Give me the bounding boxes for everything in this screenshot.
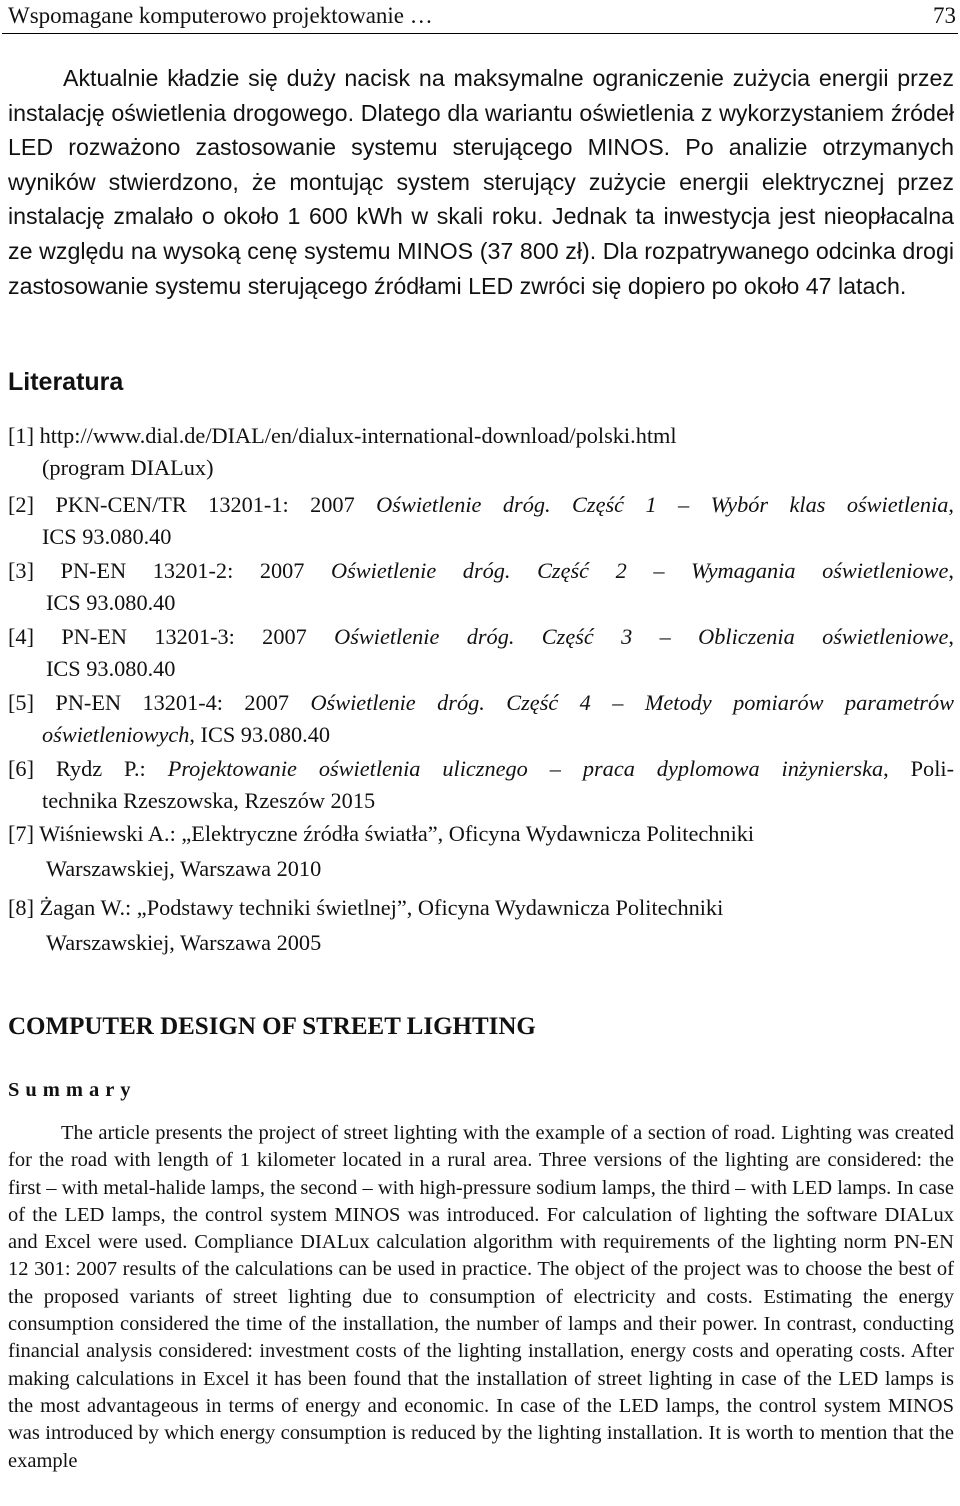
reference-line [8, 753, 954, 785]
reference-authors: [2] PKN-CEN/TR 13201-1: 2007 [8, 492, 377, 517]
reference-continuation: ICS 93.080.40 [46, 656, 176, 681]
reference-item [8, 489, 954, 553]
reference-title: Projektowanie oświetlenia ulicznego – praca dyplomowa inżynierska [167, 756, 884, 781]
reference-punct: , [948, 624, 954, 649]
reference-continuation: technika Rzeszowska, Rzeszów 2015 [42, 788, 376, 813]
summary-paragraph [8, 1120, 954, 1475]
literature-heading: Literatura [8, 368, 124, 396]
reference-authors: [5] PN-EN 13201-4: 2007 [8, 690, 311, 715]
reference-line [8, 489, 954, 521]
reference-line [8, 621, 954, 653]
reference-title: Oświetlenie dróg. Część 4 – Metody pomiarów parametrów [310, 690, 954, 715]
running-header [2, 0, 958, 34]
reference-title: Oświetlenie dróg. Część 3 – Obliczenia oświetleniowe [334, 624, 949, 649]
reference-identifier: , ICS 93.080.40 [189, 722, 330, 747]
reference-line [8, 555, 954, 587]
reference-item [8, 818, 954, 885]
reference-punct: , [948, 492, 954, 517]
reference-line: [7] Wiśniewski A.: „Elektryczne źródła światła”, Oficyna Wydawnicza Politechniki [8, 821, 755, 846]
reference-item [8, 555, 954, 619]
reference-title: Oświetlenie dróg. Część 1 – Wybór klas oświetlenia [376, 492, 949, 517]
reference-title: Oświetlenie dróg. Część 2 – Wymagania oświetleniowe [330, 558, 949, 583]
reference-continuation [8, 719, 954, 751]
reference-punct: , [948, 558, 954, 583]
reference-continuation: (program DIALux) [42, 455, 214, 480]
reference-title-continuation: oświetleniowych [42, 722, 190, 747]
reference-line: [1] http://www.dial.de/DIAL/en/dialux-international-download/polski.html [8, 423, 677, 448]
reference-item [8, 621, 954, 685]
reference-continuation: Warszawskiej, Warszawa 2005 [46, 930, 322, 955]
reference-item [8, 892, 954, 959]
reference-authors: [3] PN-EN 13201-2: 2007 [8, 558, 331, 583]
reference-line [8, 687, 954, 719]
english-title: COMPUTER DESIGN OF STREET LIGHTING [8, 1013, 536, 1040]
polish-paragraph-text: Aktualnie kładzie się duży nacisk na maksymalne ograniczenie zużycia energii przez instalację oświetlenia drogowego. Dlatego dla wariantu oświetlenia z wykorzystaniem źródeł LED rozważono zastosowanie systemu sterującego MINOS. Po analizie otrzymanych wyników stwierdzono, że montując system sterujący zużycie energii elektrycznej przez instalację zmalało o około 1 600 kWh w skali roku. Jednak ta inwestycja jest nieopłacalna ze względu na wysoką cenę systemu MINOS (37 800 zł). Dla rozpatrywanego odcinka drogi zastosowanie systemu sterującego źródłami LED zwróci się dopiero po około 47 latach. [8, 65, 954, 299]
reference-item [8, 420, 954, 484]
reference-continuation: ICS 93.080.40 [46, 590, 176, 615]
reference-item [8, 687, 954, 751]
reference-continuation: ICS 93.080.40 [42, 524, 172, 549]
reference-item [8, 753, 954, 817]
reference-continuation: Warszawskiej, Warszawa 2010 [46, 856, 322, 881]
polish-paragraph [8, 61, 954, 303]
page-number: 73 [933, 3, 956, 28]
reference-punct: , Poli- [883, 756, 955, 781]
summary-heading: Summary [8, 1079, 137, 1101]
running-title: Wspomagane komputerowo projektowanie … [8, 3, 433, 28]
reference-authors: [6] Rydz P.: [8, 756, 168, 781]
summary-text: The article presents the project of street lighting with the example of a section of road. Lighting was created for the road with length of 1 kilometer located in a rural area. Three versions of the lighting are considered: the first – with metal-halide lamps, the second – with high-pressure sodium lamps, the third – with LED lamps. In case of the LED lamps, the control system MINOS was introduced. For calculation of lighting the software DIALux and Excel were used. Compliance DIALux calculation algorithm with requirements of the lighting norm PN-EN 12 301: 2007 results of the calculations can be used in practice. The object of the project was to choose the best of the proposed variants of street lighting due to consumption of electricity and costs. Estimating the energy consumption considered the time of the installation, the number of lamps and their power. In contrast, conducting financial analysis considered: investment costs of the lighting installation, energy costs and operating costs. After making calculations in Excel it has been found that the installation of street lighting in case of the LED lamps is the most advantageous in terms of energy and economic. In case of the LED lamps, the control system MINOS was introduced by which energy consumption is reduced by the lighting installation. It is worth to mention that the example [8, 1122, 954, 1472]
reference-authors: [4] PN-EN 13201-3: 2007 [8, 624, 335, 649]
reference-line: [8] Żagan W.: „Podstawy techniki świetlnej”, Oficyna Wydawnicza Politechniki [8, 895, 724, 920]
